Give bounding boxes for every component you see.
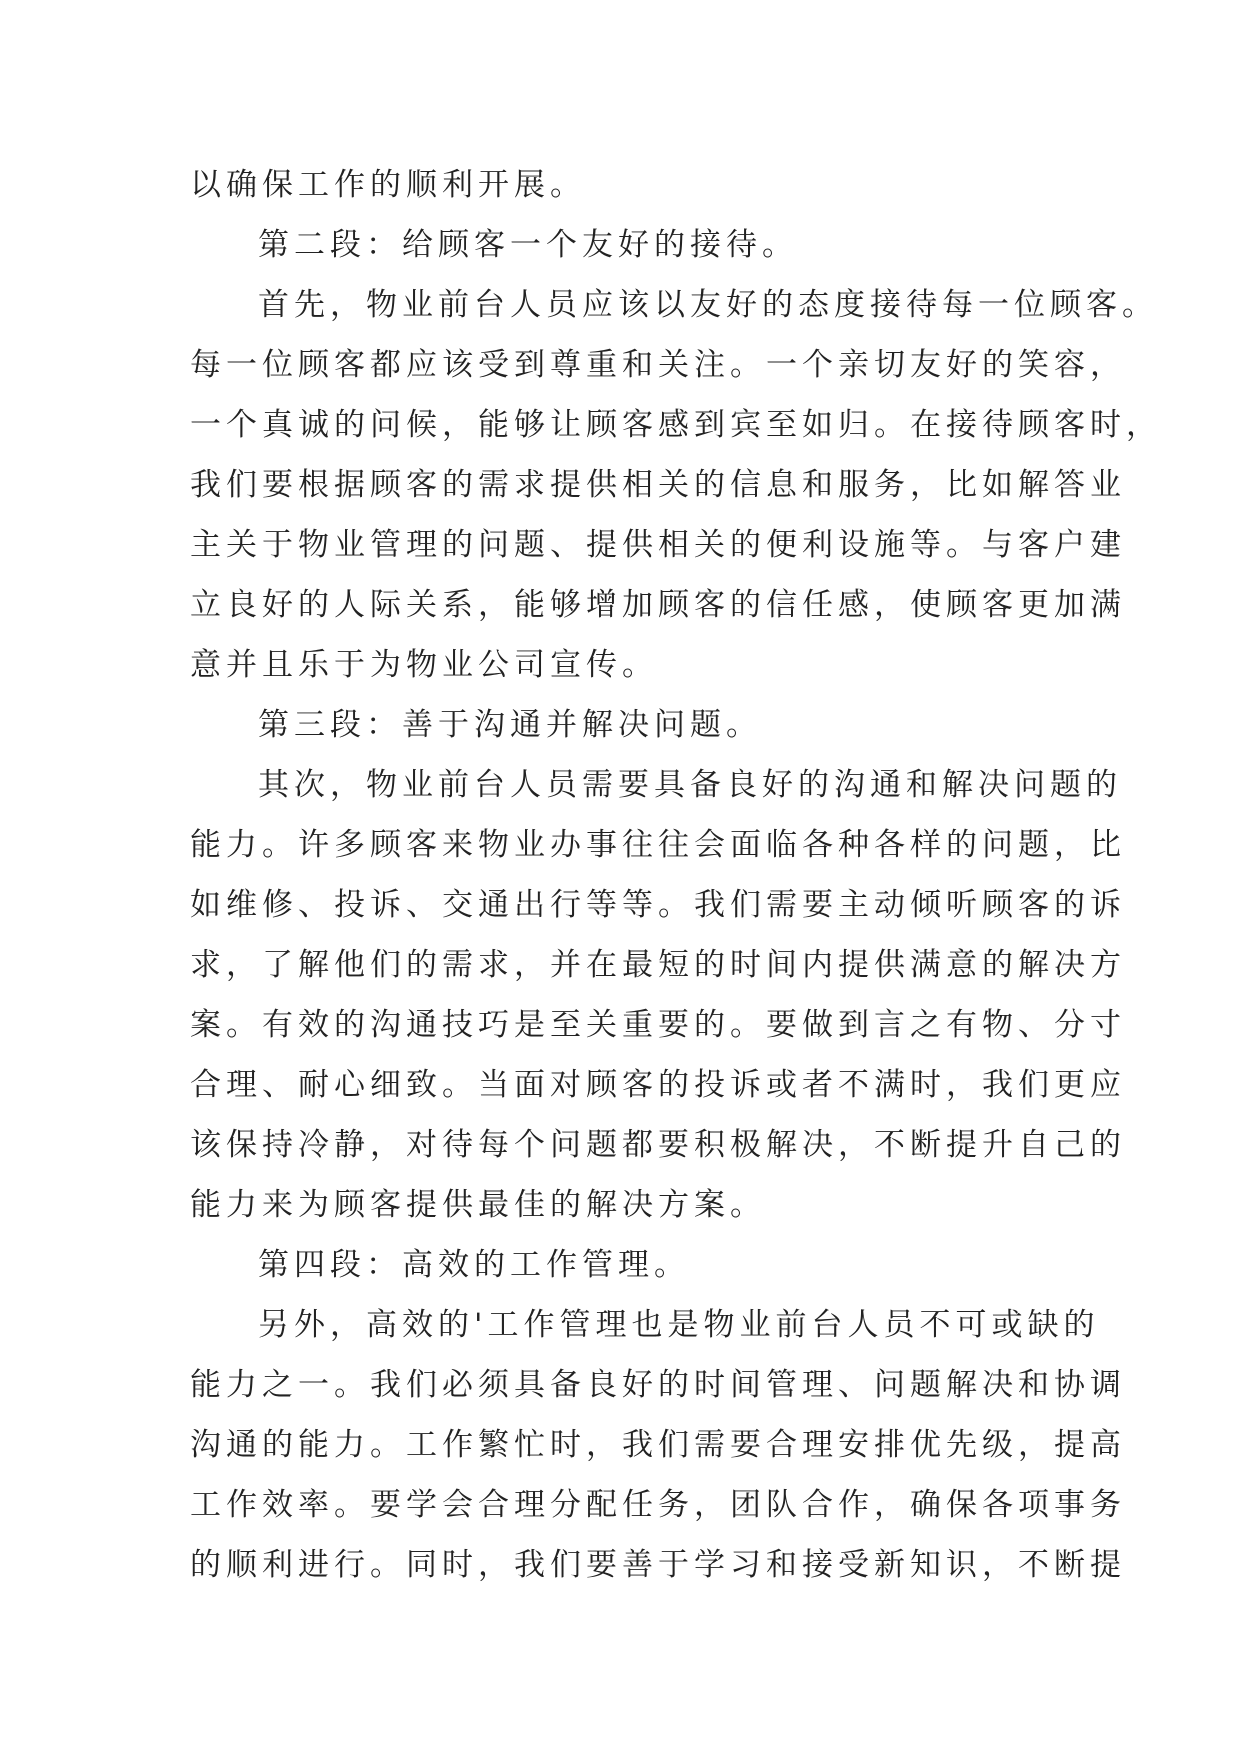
text-line: 如维修、投诉、交通出行等等。我们需要主动倾听顾客的诉 (190, 887, 1126, 923)
text-line: 能力之一。我们必须具备良好的时间管理、问题解决和协调 (190, 1367, 1126, 1403)
text-line: 沟通的能力。工作繁忙时，我们需要合理安排优先级，提高 (190, 1427, 1126, 1463)
section-heading: 第二段：给顾客一个友好的接待。 (258, 227, 798, 263)
text-line: 能力。许多顾客来物业办事往往会面临各种各样的问题，比 (190, 827, 1126, 863)
text-line: 意并且乐于为物业公司宣传。 (190, 647, 658, 683)
text-line: 合理、耐心细致。当面对顾客的投诉或者不满时，我们更应 (190, 1067, 1126, 1103)
section-heading: 第四段：高效的工作管理。 (258, 1247, 690, 1283)
section-heading: 第三段：善于沟通并解决问题。 (258, 707, 762, 743)
text-line: 的顺利进行。同时，我们要善于学习和接受新知识，不断提 (190, 1547, 1126, 1583)
text-line: 案。有效的沟通技巧是至关重要的。要做到言之有物、分寸 (190, 1007, 1126, 1043)
text-line: 以确保工作的顺利开展。 (190, 167, 586, 203)
text-line: 我们要根据顾客的需求提供相关的信息和服务，比如解答业 (190, 467, 1126, 503)
document-body (190, 155, 1162, 1595)
text-line: 每一位顾客都应该受到尊重和关注。一个亲切友好的笑容， (190, 347, 1126, 383)
text-line: 其次，物业前台人员需要具备良好的沟通和解决问题的 (258, 767, 1122, 803)
text-line: 工作效率。要学会合理分配任务，团队合作，确保各项事务 (190, 1487, 1126, 1523)
text-line: 立良好的人际关系，能够增加顾客的信任感，使顾客更加满 (190, 587, 1126, 623)
text-line: 该保持冷静，对待每个问题都要积极解决，不断提升自己的 (190, 1127, 1126, 1163)
text-line: 一个真诚的问候，能够让顾客感到宾至如归。在接待顾客时， (190, 407, 1162, 443)
text-line: 求，了解他们的需求，并在最短的时间内提供满意的解决方 (190, 947, 1126, 983)
text-line: 首先，物业前台人员应该以友好的态度接待每一位顾客。 (258, 287, 1158, 323)
text-line: 另外，高效的'工作管理也是物业前台人员不可或缺的 (258, 1307, 1100, 1343)
text-line: 主关于物业管理的问题、提供相关的便利设施等。与客户建 (190, 527, 1126, 563)
text-line: 能力来为顾客提供最佳的解决方案。 (190, 1187, 766, 1223)
